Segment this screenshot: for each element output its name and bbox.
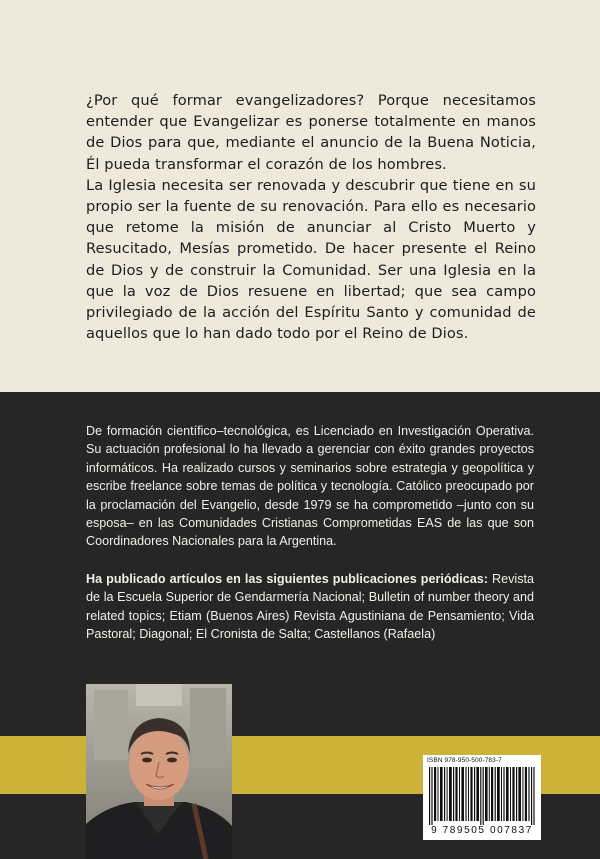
cover-top-section	[0, 0, 600, 392]
author-photo	[86, 684, 232, 859]
barcode-digits: 9 789505 007837	[431, 825, 533, 836]
publications	[86, 570, 534, 644]
publications-heading: Ha publicado artículos en las siguientes publicaciones periódicas:	[86, 572, 488, 586]
isbn-label: ISBN 978-950-500-783-7	[427, 757, 502, 764]
publications-paragraph	[86, 570, 534, 644]
author-portrait-illustration	[86, 684, 232, 859]
author-bio-text: De formación científico–tecnológica, es Licenciado en Investigación Operativa. Su actuación profesional lo ha llevado a gerenciar con éxito grandes proyectos informáticos. Ha realizado cursos y seminarios sobre estrategia y geopolítica y escribe freelance sobre temas de política y tecnología. Católico preocupado por la proclamación del Evangelio, desde 1979 se ha comprometido –junto con su esposa– en las Comunidades Cristianas Comprometidas EAS de las que son Coordinadores Nacionales para la Argentina.	[86, 424, 534, 549]
barcode	[423, 755, 541, 840]
publications-list: Revista de la Escuela Superior de Gendarmería Nacional; Bulletin of number theory and related topics; Etiam (Buenos Aires) Revista Agustiniana de Pensamiento; Vida Pastoral; Diagonal; El Cronista de Salta; Castellanos (Rafaela)	[86, 572, 534, 642]
author-bio	[86, 422, 534, 551]
intro-paragraph-1: ¿Por qué formar evangelizadores? Porque necesitamos entender que Evangelizar es ponerse totalmente en manos de Dios para que, mediante el anuncio de la Buena Noticia, Él pueda transformar el corazón de los hombres.	[86, 92, 536, 173]
intro-paragraph-2: La Iglesia necesita ser renovada y descubrir que tiene en su propio ser la fuente de su renovación. Para ello es necesario que retome la misión de anunciar al Cristo Muerto y Resucitado, Mesías prometido. De hacer presente el Reino de Dios y de construir la Comunidad. Ser una Iglesia en la que la voz de Dios resuene en libertad; que sea campo privilegiado de la acción del Espíritu Santo y comunidad de aquellos que lo han dado todo por el Reino de Dios.	[86, 176, 536, 343]
intro-text	[86, 90, 536, 344]
barcode-bars	[429, 767, 535, 825]
